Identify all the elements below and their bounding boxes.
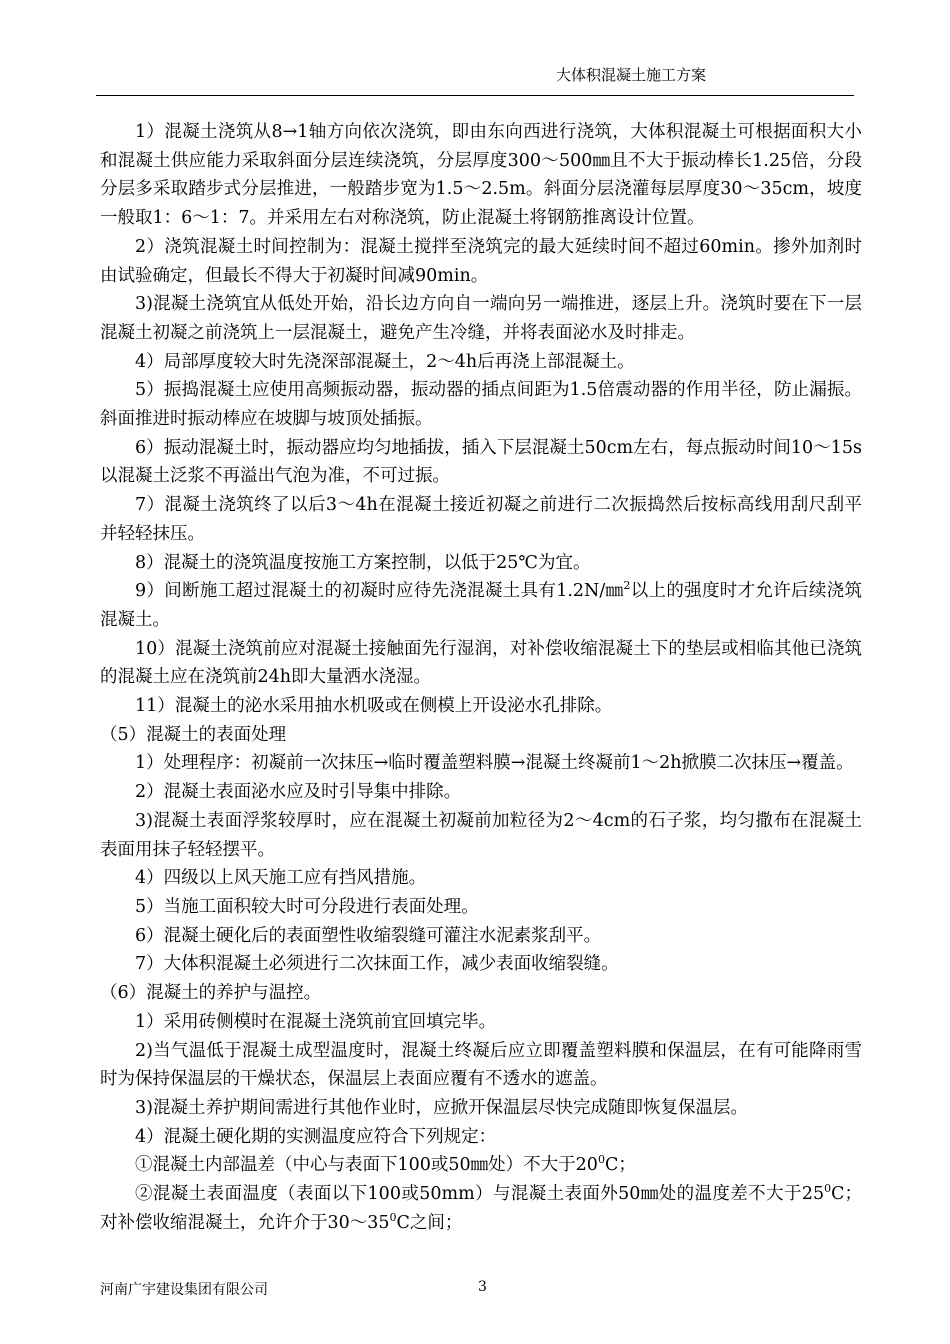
paragraph: 1）处理程序：初凝前一次抹压→临时覆盖塑料膜→混凝土终凝前1～2h掀膜二次抹压→覆盖。 [135,753,854,774]
paragraph: 6）混凝土硬化后的表面塑性收缩裂缝可灌注水泥素浆刮平。 [135,925,602,946]
superscript: 0 [597,1153,605,1167]
footer-company: 河南广宇建设集团有限公司 [100,1282,268,1298]
text-run: 以上的强度时才允许后续浇筑混凝土。 [100,581,862,630]
text-run: C； [604,1155,636,1176]
paragraph: 1）混凝土浇筑从8→1轴方向依次浇筑，即由东向西进行浇筑，大体积混凝土可根据面积大小和混凝土供应能力采取斜面分层连续浇筑，分层厚度300～500㎜且不大于振动棒长1.25倍，分段分层多采取踏步式分层推进，一般踏步宽为1.5～2.5m。斜面分层浇灌每层厚度30～35cm，坡度一般取1：6～1：7。并采用左右对称浇筑，防止混凝土将钢筋推离设计位置。 [100,122,862,229]
superscript: 2 [623,579,631,593]
paragraph: 2）浇筑混凝土时间控制为：混凝土搅拌至浇筑完的最大延续时间不超过60min。掺外加剂时由试验确定，但最长不得大于初凝时间减90min。 [100,236,862,286]
section-heading: （6）混凝土的养护与温控。 [100,983,322,1004]
paragraph: 8）混凝土的浇筑温度按施工方案控制，以低于25℃为宜。 [135,552,591,573]
document-body [100,118,862,1237]
paragraph: 5）当施工面积较大时可分段进行表面处理。 [135,896,479,917]
paragraph: 6）振动混凝土时，振动器应均匀地插拔，插入下层混凝土50cm左右，每点振动时间10～15s以混凝土泛浆不再溢出气泡为准，不可过振。 [100,437,862,487]
paragraph: 2）混凝土表面泌水应及时引导集中排除。 [135,782,462,803]
text-run: 9）间断施工超过混凝土的初凝时应待先浇混凝土具有1.2N/㎜ [135,581,624,602]
paragraph: 3)混凝土表面浮浆较厚时，应在混凝土初凝前加粒径为2～4cm的石子浆，均匀撒布在混凝土表面用抹子轻轻摆平。 [100,810,862,860]
header-divider [96,95,854,96]
paragraph: 7）混凝土浇筑终了以后3～4h在混凝土接近初凝之前进行二次振捣然后按标高线用刮尺刮平并轻轻抹压。 [100,495,862,544]
paragraph: 10）混凝土浇筑前应对混凝土接触面先行湿润，对补偿收缩混凝土下的垫层或相临其他已浇筑的混凝土应在浇筑前24h即大量洒水浇湿。 [100,638,862,688]
text-run: C；对补偿收缩混凝土，允许介于30～35 [100,1184,862,1233]
paragraph: 4）四级以上风天施工应有挡风措施。 [135,868,427,889]
paragraph: 3)混凝土养护期间需进行其他作业时，应掀开保温层尽快完成随即恢复保温层。 [135,1097,748,1118]
superscript: 0 [824,1182,832,1196]
paragraph: 1）采用砖侧模时在混凝土浇筑前宜回填完毕。 [135,1011,497,1032]
text-run: ①混凝土内部温差（中心与表面下100或50㎜处）不大于20 [135,1155,598,1176]
paragraph: 4）局部厚度较大时先浇深部混凝土，2～4h后再浇上部混凝土。 [135,351,635,372]
paragraph: 11）混凝土的泌水采用抽水机吸或在侧模上开设泌水孔排除。 [135,696,613,717]
section-heading: （5）混凝土的表面处理 [100,724,287,745]
superscript: 0 [389,1210,397,1224]
paragraph: 5）振捣混凝土应使用高频振动器，振动器的插点间距为1.5倍震动器的作用半径，防止漏振。斜面推进时振动棒应在坡脚与坡顶处插振。 [100,380,862,430]
list-item-1 [100,1151,862,1180]
list-item-2 [100,1180,862,1237]
text-run: C之间； [396,1212,463,1233]
header-title: 大体积混凝土施工方案 [555,66,706,84]
paragraph: 4）混凝土硬化期的实测温度应符合下列规定： [135,1126,497,1147]
paragraph: 7）大体积混凝土必须进行二次抹面工作，减少表面收缩裂缝。 [135,954,619,975]
text-run: ②混凝土表面温度（表面以下100或50mm）与混凝土表面外50㎜处的温度差不大于25 [135,1184,825,1205]
paragraph: 2)当气温低于混凝土成型温度时，混凝土终凝后应立即覆盖塑料膜和保温层，在有可能降雨雪时为保持保温层的干燥状态，保温层上表面应覆有不透水的遮盖。 [100,1040,862,1090]
paragraph-9 [100,577,862,634]
paragraph: 3)混凝土浇筑宜从低处开始，沿长边方向自一端向另一端推进，逐层上升。浇筑时要在下一层混凝土初凝之前浇筑上一层混凝土，避免产生冷缝，并将表面泌水及时排走。 [100,294,862,343]
page-number: 3 [478,1279,487,1295]
